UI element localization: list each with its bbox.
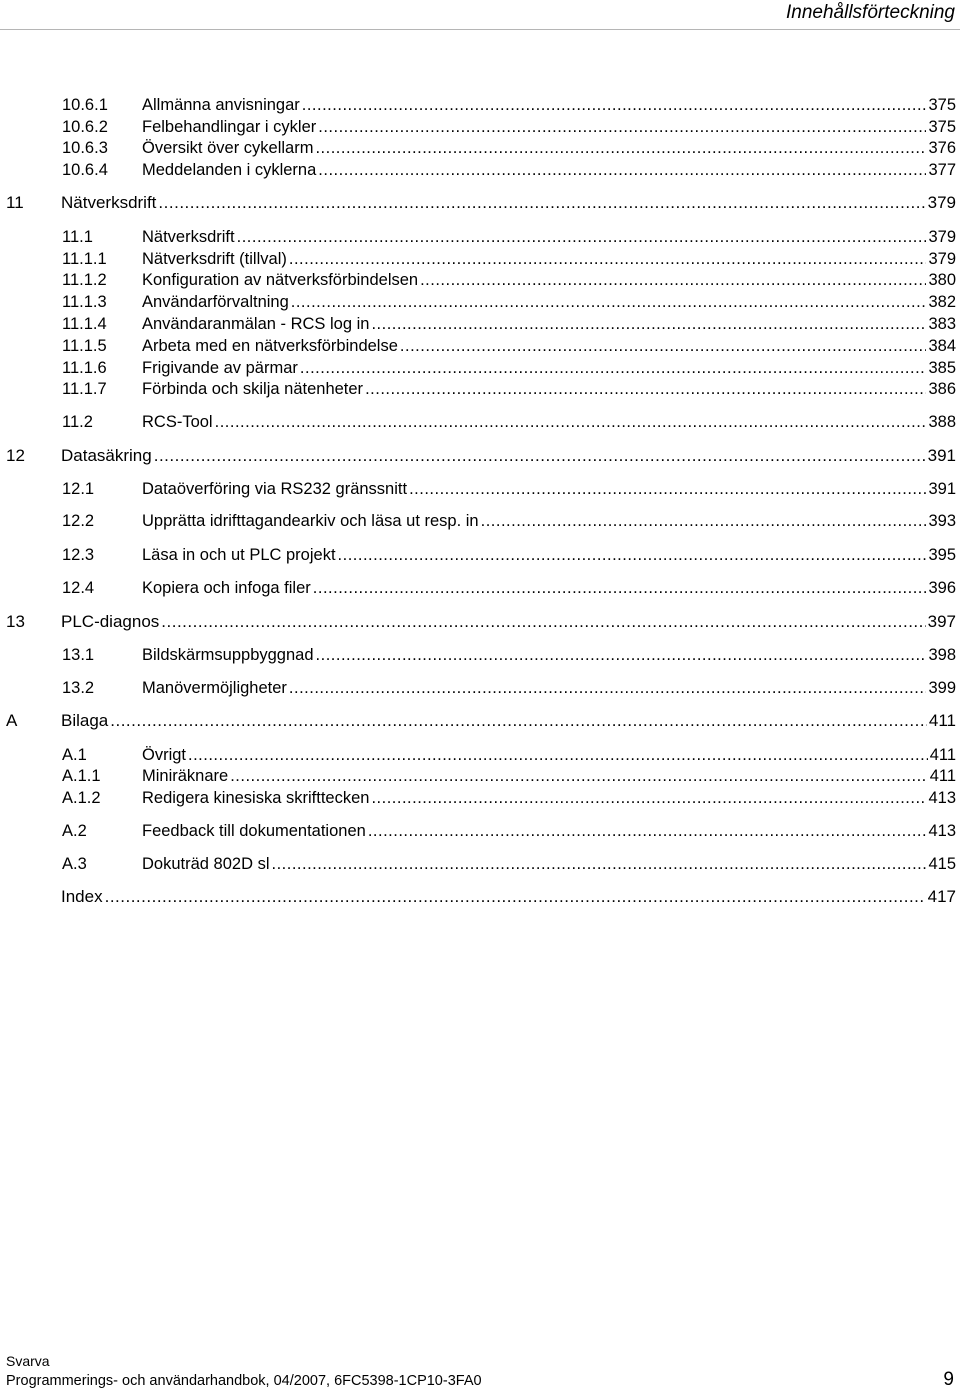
toc-dot-leader xyxy=(318,116,926,138)
toc-dot-leader xyxy=(302,94,927,116)
toc-entry-title: Allmänna anvisningar xyxy=(142,96,300,114)
toc-dot-leader xyxy=(154,445,926,467)
toc-entry-page: 379 xyxy=(928,250,956,268)
toc-entry-title: Nätverksdrift xyxy=(142,228,235,246)
toc-entry-number: 10.6.1 xyxy=(62,96,108,114)
toc-chapter-entry[interactable] xyxy=(6,445,956,467)
toc-entry-title: Dataöverföring via RS232 gränssnitt xyxy=(142,480,408,498)
toc-entry-page: 413 xyxy=(928,789,956,807)
toc-entry-page: 391 xyxy=(928,480,956,498)
toc-entry-page: 379 xyxy=(928,228,956,246)
toc-entry-title: Förbinda och skilja nätenheter xyxy=(142,380,364,398)
toc-entry-title: Index xyxy=(61,887,103,906)
toc-entry[interactable] xyxy=(62,94,956,116)
toc-entry[interactable] xyxy=(62,313,956,335)
toc-entry[interactable] xyxy=(62,677,956,699)
toc-entry-number: 12.3 xyxy=(62,546,95,564)
toc-dot-leader xyxy=(400,335,927,357)
toc-entry-title: Feedback till dokumentationen xyxy=(142,822,366,840)
footer-page-number: 9 xyxy=(943,1369,954,1390)
toc-entry-page: 376 xyxy=(928,139,956,157)
toc-entry-number: 10.6.3 xyxy=(62,139,108,157)
toc-entry-title: PLC-diagnos xyxy=(61,612,160,631)
toc-entry[interactable] xyxy=(62,820,956,842)
toc-entry[interactable] xyxy=(62,765,956,787)
toc-dot-leader xyxy=(110,710,927,732)
toc-dot-leader xyxy=(161,611,925,633)
toc-entry-title: RCS-Tool xyxy=(142,413,213,431)
toc-chapter-entry[interactable] xyxy=(6,611,956,633)
toc-entry[interactable] xyxy=(62,478,956,500)
toc-dot-leader xyxy=(105,886,926,908)
toc-entry[interactable] xyxy=(62,577,956,599)
toc-entry-number: A.1 xyxy=(62,746,87,764)
toc-entry-number: 11.1.7 xyxy=(62,380,107,398)
toc-entry[interactable] xyxy=(62,335,956,357)
toc-entry-page: 398 xyxy=(928,646,956,664)
toc-entry-page: 411 xyxy=(929,746,956,764)
toc-entry-number: 12.1 xyxy=(62,480,95,498)
toc-dot-leader xyxy=(230,765,927,787)
toc-entry-page: 411 xyxy=(928,711,956,730)
toc-entry-number: 13.1 xyxy=(62,646,95,664)
page-header-title: Innehållsförteckning xyxy=(786,2,955,23)
toc-entry-page: 396 xyxy=(928,579,956,597)
toc-entry-title: Datasäkring xyxy=(61,446,152,465)
toc-entry-number: 10.6.2 xyxy=(62,118,108,136)
footer-manual-info: Programmerings- och användarhandbok, 04/2007, 6FC5398-1CP10-3FA0 xyxy=(6,1373,482,1389)
toc-entry-title: Redigera kinesiska skrifttecken xyxy=(142,789,370,807)
toc-dot-leader xyxy=(291,291,927,313)
toc-entry-title: Manövermöjligheter xyxy=(142,679,287,697)
toc-entry-number: 10.6.4 xyxy=(62,161,108,179)
toc-entry[interactable] xyxy=(62,544,956,566)
toc-dot-leader xyxy=(318,159,926,181)
toc-entry[interactable] xyxy=(62,159,956,181)
toc-dot-leader xyxy=(409,478,926,500)
toc-entry-number: 11.1.4 xyxy=(62,315,107,333)
toc-entry-page: 375 xyxy=(928,118,956,136)
toc-entry-title: Felbehandlingar i cykler xyxy=(142,118,317,136)
toc-entry-title: Konfiguration av nätverksförbindelsen xyxy=(142,271,419,289)
toc-entry-number: 13.2 xyxy=(62,679,95,697)
toc-entry-number: 11.1 xyxy=(62,228,93,246)
toc-entry[interactable] xyxy=(62,269,956,291)
toc-entry-number: 11.1.3 xyxy=(62,293,107,311)
toc-entry-page: 415 xyxy=(928,855,956,873)
toc-entry[interactable] xyxy=(62,510,956,532)
toc-entry-page: 388 xyxy=(928,413,956,431)
toc-dot-leader xyxy=(158,192,925,214)
toc-entry[interactable] xyxy=(62,137,956,159)
toc-dot-leader xyxy=(289,248,927,270)
toc-entry-number: 11.2 xyxy=(62,413,93,431)
toc-entry[interactable] xyxy=(62,248,956,270)
toc-entry-title: Kopiera och infoga filer xyxy=(142,579,311,597)
toc-entry-number: 11.1.2 xyxy=(62,271,107,289)
toc-entry-number: 11.1.1 xyxy=(62,250,107,268)
toc-dot-leader xyxy=(289,677,927,699)
toc-entry-number: A.3 xyxy=(62,855,87,873)
toc-entry-number: A.2 xyxy=(62,822,87,840)
toc-entry-number: 12 xyxy=(6,446,25,465)
toc-entry-number: 12.2 xyxy=(62,512,95,530)
toc-entry[interactable] xyxy=(62,787,956,809)
toc-chapter-entry[interactable] xyxy=(6,710,956,732)
toc-entry[interactable] xyxy=(62,411,956,433)
footer-company: Svarva xyxy=(6,1353,50,1369)
toc-entry[interactable] xyxy=(62,116,956,138)
toc-entry-page: 397 xyxy=(927,612,956,631)
toc-dot-leader xyxy=(338,544,927,566)
toc-dot-leader xyxy=(215,411,927,433)
toc-entry-page: 413 xyxy=(928,822,956,840)
toc-entry-title: Bildskärmsuppbyggnad xyxy=(142,646,314,664)
toc-entry-page: 385 xyxy=(928,359,956,377)
toc-entry-page: 386 xyxy=(928,380,956,398)
toc-dot-leader xyxy=(313,577,927,599)
toc-entry-page: 393 xyxy=(928,512,956,530)
toc-dot-leader xyxy=(237,226,927,248)
toc-dot-leader xyxy=(315,137,926,159)
toc-entry-page: 417 xyxy=(927,887,956,906)
toc-dot-leader xyxy=(371,787,926,809)
toc-entry-title: Nätverksdrift xyxy=(61,193,157,212)
toc-entry-number: A.1.2 xyxy=(62,789,101,807)
toc-entry-number: 13 xyxy=(6,612,25,631)
toc-entry-title: Användaranmälan - RCS log in xyxy=(142,315,370,333)
toc-dot-leader xyxy=(481,510,927,532)
toc-dot-leader xyxy=(365,378,926,400)
toc-entry[interactable] xyxy=(62,644,956,666)
toc-entry[interactable] xyxy=(62,744,956,766)
toc-dot-leader xyxy=(300,357,927,379)
toc-entry-page: 380 xyxy=(928,271,956,289)
toc-entry-title: Arbeta med en nätverksförbindelse xyxy=(142,337,398,355)
toc-entry[interactable] xyxy=(62,378,956,400)
toc-entry-page: 375 xyxy=(928,96,956,114)
toc-dot-leader xyxy=(316,644,927,666)
toc-chapter-entry[interactable] xyxy=(6,886,956,908)
toc-entry-page: 395 xyxy=(928,546,956,564)
toc-dot-leader xyxy=(420,269,926,291)
toc-entry-number: 11.1.6 xyxy=(62,359,107,377)
toc-entry-page: 383 xyxy=(928,315,956,333)
toc-entry-number: 11 xyxy=(6,193,24,212)
toc-entry-title: Nätverksdrift (tillval) xyxy=(142,250,287,268)
toc-entry-title: Dokuträd 802D sl xyxy=(142,855,270,873)
toc-entry-title: Meddelanden i cyklerna xyxy=(142,161,317,179)
toc-dot-leader xyxy=(188,744,928,766)
toc-dot-leader xyxy=(271,853,926,875)
toc-entry-title: Övrigt xyxy=(142,746,187,764)
toc-dot-leader xyxy=(368,820,927,842)
toc-entry-title: Läsa in och ut PLC projekt xyxy=(142,546,336,564)
toc-entry[interactable] xyxy=(62,853,956,875)
toc-entry-page: 382 xyxy=(928,293,956,311)
toc-entry[interactable] xyxy=(62,357,956,379)
toc-entry-title: Bilaga xyxy=(61,711,109,730)
toc-chapter-entry[interactable] xyxy=(6,192,956,214)
toc-entry-page: 384 xyxy=(928,337,956,355)
toc-entry-number: 11.1.5 xyxy=(62,337,107,355)
toc-entry[interactable] xyxy=(62,291,956,313)
toc-entry-number: A xyxy=(6,711,18,730)
toc-entry[interactable] xyxy=(62,226,956,248)
toc-entry-page: 411 xyxy=(929,767,956,785)
toc-entry-title: Miniräknare xyxy=(142,767,229,785)
toc-entry-number: 12.4 xyxy=(62,579,95,597)
toc-entry-title: Översikt över cykellarm xyxy=(142,139,314,157)
toc-dot-leader xyxy=(371,313,926,335)
toc-entry-title: Upprätta idrifttagandearkiv och läsa ut resp. in xyxy=(142,512,479,530)
toc-entry-page: 379 xyxy=(927,193,956,212)
toc-entry-page: 377 xyxy=(928,161,956,179)
toc-entry-title: Frigivande av pärmar xyxy=(142,359,298,377)
header-rule xyxy=(0,29,960,30)
toc-entry-page: 391 xyxy=(927,446,956,465)
toc-entry-page: 399 xyxy=(928,679,956,697)
toc-entry-number: A.1.1 xyxy=(62,767,101,785)
toc-entry-title: Användarförvaltning xyxy=(142,293,289,311)
